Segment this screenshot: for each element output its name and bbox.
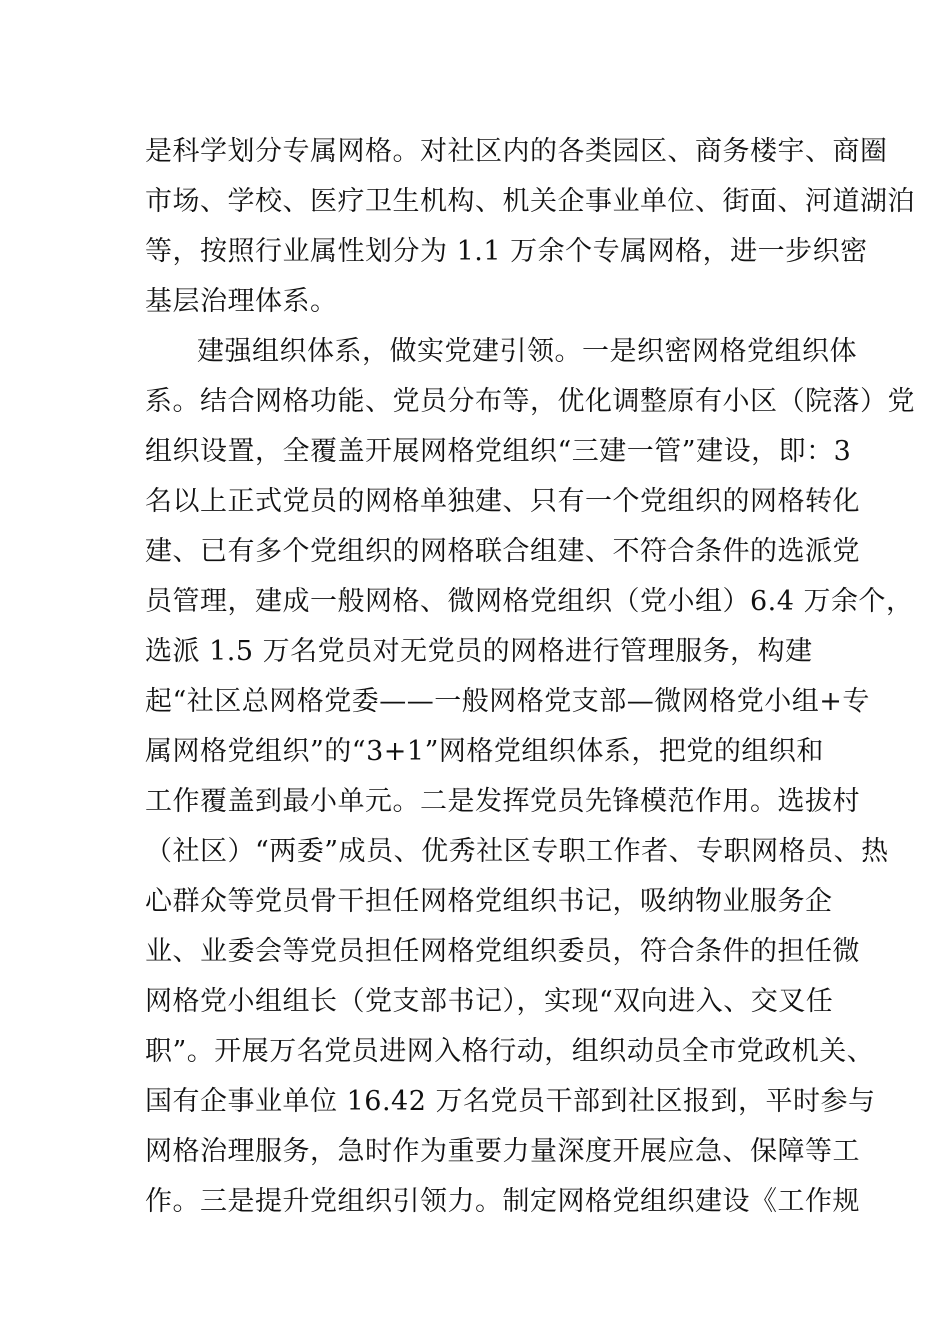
text-line: 基层治理体系。 <box>145 286 338 317</box>
text-line: 心群众等党员骨干担任网格党组织书记，吸纳物业服务企 <box>145 886 833 917</box>
paragraph-start-line: 建强组织体系，做实党建引领。一是织密网格党组织体 <box>197 336 857 367</box>
text-line: 网格党小组组长（党支部书记），实现“双向进入、交叉任 <box>145 986 834 1017</box>
text-line: 等，按照行业属性划分为 1.1 万余个专属网格，进一步织密 <box>145 236 868 267</box>
text-line: 业、业委会等党员担任网格党组织委员，符合条件的担任微 <box>145 936 860 967</box>
text-line: 建、已有多个党组织的网格联合组建、不符合条件的选派党 <box>145 536 860 567</box>
text-line: 起“社区总网格党委——一般网格党支部—微网格党小组+专 <box>145 686 870 717</box>
text-line: 选派 1.5 万名党员对无党员的网格进行管理服务，构建 <box>145 636 813 667</box>
text-line: 是科学划分专属网格。对社区内的各类园区、商务楼宇、商圈 <box>145 136 888 167</box>
text-line: 名以上正式党员的网格单独建、只有一个党组织的网格转化 <box>145 486 860 517</box>
text-line: 国有企事业单位 16.42 万名党员干部到社区报到，平时参与 <box>145 1086 876 1117</box>
text-line: 市场、学校、医疗卫生机构、机关企事业单位、街面、河道湖泊 <box>145 186 915 217</box>
text-line: 工作覆盖到最小单元。二是发挥党员先锋模范作用。选拔村 <box>145 786 860 817</box>
text-line: 网格治理服务，急时作为重要力量深度开展应急、保障等工 <box>145 1136 860 1167</box>
text-line: 员管理，建成一般网格、微网格党组织（党小组）6.4 万余个， <box>145 586 914 617</box>
text-line: （社区）“两委”成员、优秀社区专职工作者、专职网格员、热 <box>145 836 889 867</box>
text-line: 组织设置，全覆盖开展网格党组织“三建一管”建设，即：3 <box>145 436 852 467</box>
text-line: 属网格党组织”的“3+1”网格党组织体系，把党的组织和 <box>145 736 824 767</box>
text-line: 职”。开展万名党员进网入格行动，组织动员全市党政机关、 <box>145 1036 875 1067</box>
text-line: 作。三是提升党组织引领力。制定网格党组织建设《工作规 <box>145 1186 860 1217</box>
text-line: 系。结合网格功能、党员分布等，优化调整原有小区（院落）党 <box>145 386 915 417</box>
